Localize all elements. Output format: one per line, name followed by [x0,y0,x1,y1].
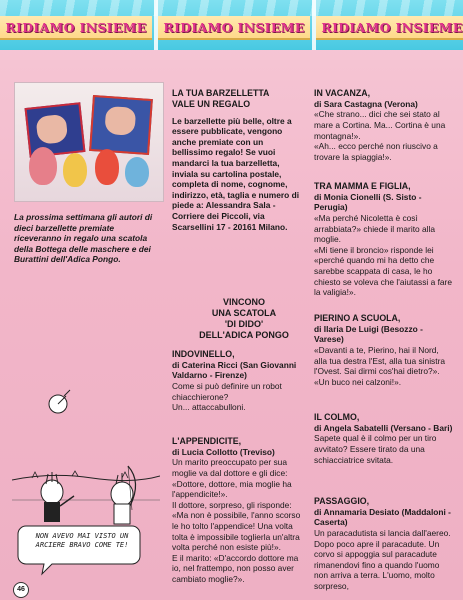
joke-title: INDOVINELLO, [172,349,235,359]
joke-text: Sapete qual è il colmo per un tiro avvitato? Essere tirato da una schiacciatrice svitata. [314,433,437,465]
puppet-figure [63,153,87,187]
prize-photo [14,82,164,202]
joke-title: IN VACANZA, [314,88,371,98]
joke-colmo [314,412,454,465]
page-number: 46 [13,582,29,598]
winners-heading: VINCONO UNA SCATOLA 'DI DIDO' DELL'ADICA PONGO [199,297,289,340]
joke-byline: di Caterina Ricci (San Giovanni Valdarno - Firenze) [172,359,297,381]
banner-rays [0,0,463,16]
puppet-figure [95,149,119,185]
joke-text: Un marito preoccupato per sua moglie va dal dottore e gli dice: «Dottore, dottore, mia moglie ha l'appendicite!». Il dottore, sorpreso, gli risponde: «Ma non è possibile, l'anno scorso le ho tolto l'appendice! Una volta tolta è impossibile toglierla un'altra volta perché non esiste più!». E il marito: «D'accordo dottore ma io, nel frattempo, non posso aver cambiato moglie?». [172,457,301,584]
banner-title-1: RIDIAMO INSIEME [0,16,152,40]
joke-title: TRA MAMMA E FIGLIA, [314,181,411,191]
joke-byline: di Ilaria De Luigi (Besozzo - Varese) [314,323,423,345]
joke-passaggio [314,496,454,592]
joke-vacanza [314,88,454,162]
photo-caption: La prossima settimana gli autori di dieci barzellette premiate riceveranno in regalo una scatola della Bottega delle maschere e dei Burattini dell'Adica Pongo. [14,212,153,265]
cartoon-speech-bubble-text: NON AVEVO MAI VISTO UN ARCIERE BRAVO COME TE! [35,532,129,549]
joke-text: «Che strano... dici che sei stato al mare a Cortina. Ma... Cortina è una montagna!». «Ah... ecco perché non riuscivo a trovare la spiaggia!». [314,109,446,162]
prize-box-image [89,95,153,155]
joke-text: Come si può definire un robot chiacchierone? Un... attaccabulloni. [172,380,282,413]
promo-body: Le barzellette più belle, oltre a essere pubblicate, vengono anche premiate con un bellissimo regalo! Se vuoi mandarci la tua barzelletta, inviala su cartolina postale, completa di nome, cognome, indirizzo, età, taglia e numero di piede a: Alessandra Sala - Corriere dei Piccoli, via Scarsellini 17 - 20161 Milano. [172,115,300,232]
joke-mamma-figlia [314,181,454,298]
joke-text: «Davanti a te, Pierino, hai il Nord, alla tua destra l'Est, alla tua sinistra l'Ovest. Sai dirmi cos'hai dietro?». «Un buco nei calzoni!». [314,344,446,387]
joke-text: Un paracadutista si lancia dall'aereo. Dopo poco apre il paracadute. Un corvo si appoggia sul paracadute rimanendovi fino a quando l'uomo non arriva a terra. L'uomo, molto sorpreso, [314,527,451,591]
joke-indovinello [172,349,302,413]
promo-section [172,88,300,232]
puppet-figure [125,157,149,187]
banner-title-2: RIDIAMO INSIEME [158,16,310,40]
joke-byline: di Monia Cionelli (S. Sisto - Perugia) [314,191,422,213]
joke-byline: di Sara Castagna (Verona) [314,98,418,109]
joke-appendicite [172,436,302,585]
joke-title: PIERINO A SCUOLA, [314,313,401,323]
joke-pierino [314,313,454,387]
joke-title: L'APPENDICITE, [172,436,242,446]
joke-title: PASSAGGIO, [314,496,370,506]
puppet-figure [29,147,57,185]
cartoon-drawing [12,360,160,586]
joke-byline: di Annamaria Desiato (Maddaloni - Caserta) [314,506,451,528]
joke-byline: di Lucia Collotto (Treviso) [172,446,275,457]
joke-text: «Ma perché Nicoletta è così arrabbiata?» chiede il marito alla moglie. «Mi tiene il broncio» risponde lei «perché quando mi ha detto che sarebbe scappata di casa, le ho chiesto se voleva che l'aiutassi a fare la valigia!». [314,212,452,298]
prize-box-image [25,102,86,158]
cartoon-illustration [12,360,160,586]
joke-title: IL COLMO, [314,412,360,422]
header-banner [0,0,463,50]
banner-title-3: RIDIAMO INSIEME [316,16,463,40]
promo-heading: LA TUA BARZELLETTA VALE UN REGALO [172,88,270,109]
joke-byline: di Angela Sabatelli (Versano - Bari) [314,422,453,433]
